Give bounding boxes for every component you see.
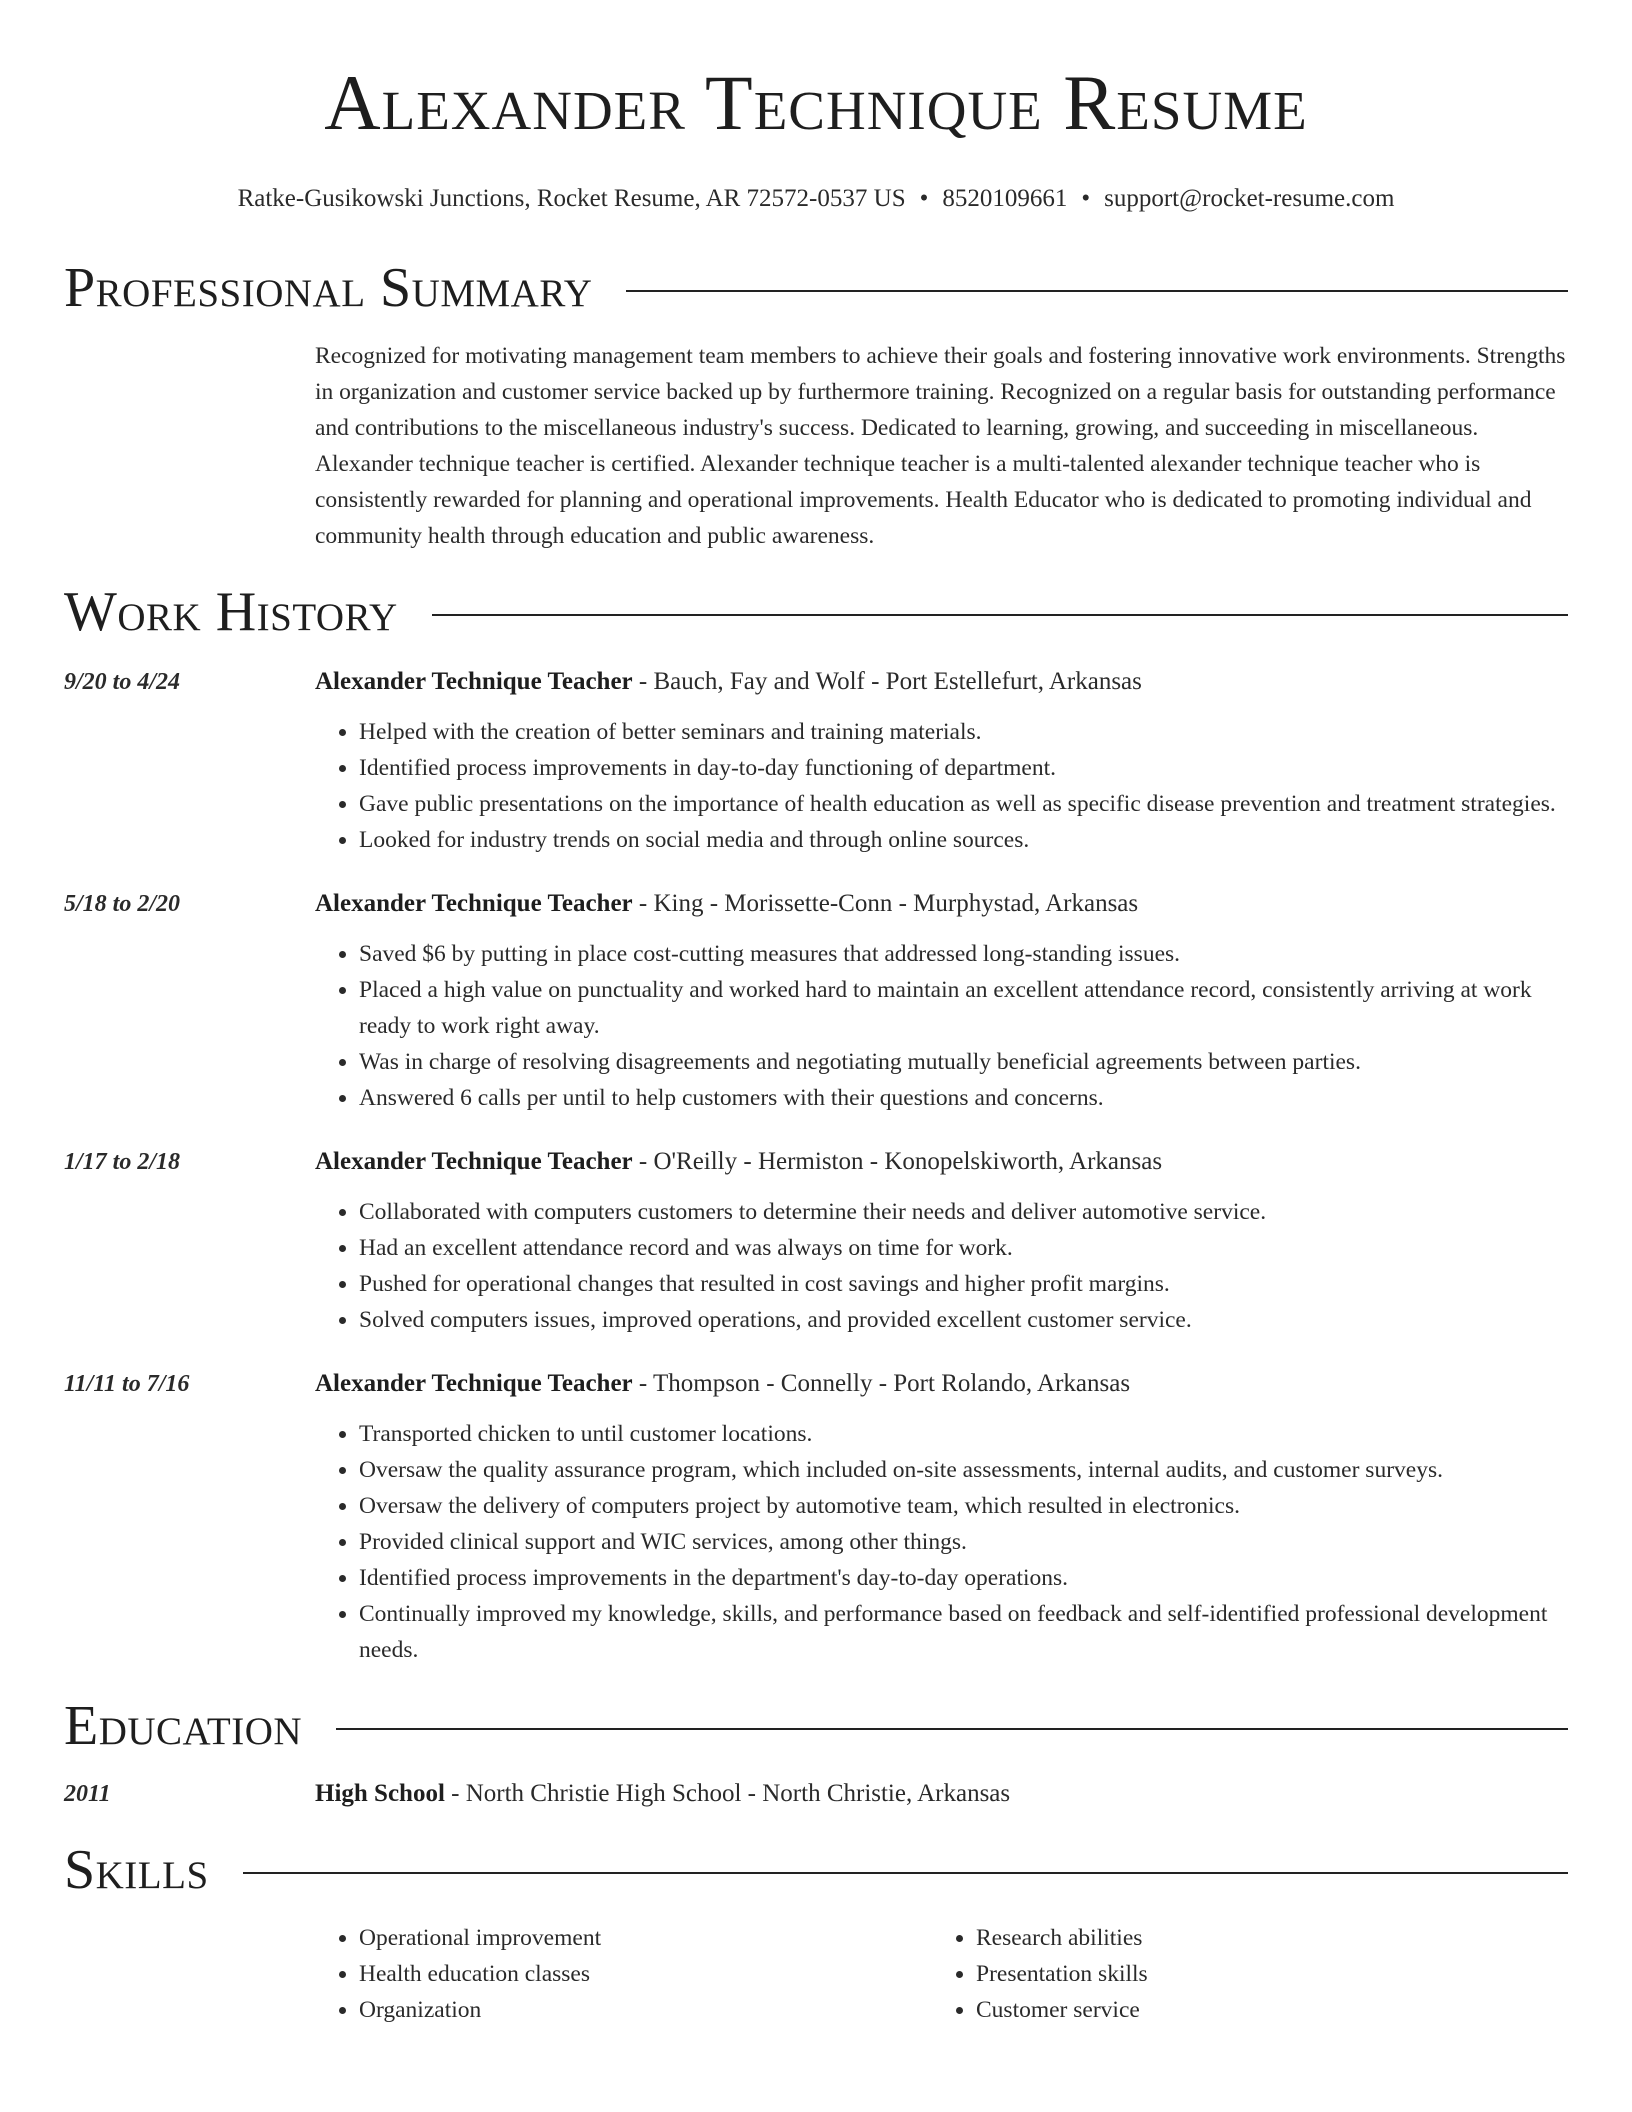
job-dates: 9/20 to 4/24 bbox=[64, 669, 181, 695]
job-dates: 5/18 to 2/20 bbox=[64, 891, 181, 917]
skill-item: • Customer service bbox=[976, 1992, 1549, 2028]
job-bullet: • Helped with the creation of better seminars and training materials. bbox=[359, 714, 1568, 750]
job-bullet: • Continually improved my knowledge, skills, and performance based on feedback and self-identified professional development needs. bbox=[359, 1596, 1568, 1668]
education-school: - North Christie High School - North Christie, Arkansas bbox=[444, 1780, 1011, 1807]
skills-column-right bbox=[932, 1920, 1549, 2028]
job-bullet: • Identified process improvements in day-to-day functioning of department. bbox=[359, 750, 1568, 786]
address: Ratke-Gusikowski Junctions, Rocket Resume, AR 72572-0537 US bbox=[237, 185, 906, 212]
skill-item: • Presentation skills bbox=[976, 1956, 1549, 1992]
job-bullets bbox=[315, 714, 1568, 858]
job-entry bbox=[64, 1366, 1568, 1668]
job-bullet: • Was in charge of resolving disagreements and negotiating mutually beneficial agreements between parties. bbox=[359, 1044, 1568, 1080]
skill-item: • Organization bbox=[359, 1992, 932, 2028]
job-title: Alexander Technique Teacher bbox=[315, 1370, 633, 1397]
section-title: Work History bbox=[64, 581, 398, 643]
skills-column-left bbox=[315, 1920, 932, 2028]
job-title: Alexander Technique Teacher bbox=[315, 890, 633, 917]
job-heading bbox=[315, 664, 1568, 700]
phone: 8520109661 bbox=[942, 185, 1068, 212]
job-bullets bbox=[315, 1194, 1568, 1338]
skills-list bbox=[315, 1920, 1568, 2028]
skill-item: • Research abilities bbox=[976, 1920, 1549, 1956]
education-degree: High School bbox=[315, 1780, 445, 1807]
job-bullet: • Placed a high value on punctuality and worked hard to maintain an excellent attendance record, consistently arriving at work ready to work right away. bbox=[359, 972, 1568, 1044]
job-bullet: • Oversaw the delivery of computers project by automotive team, which resulted in electronics. bbox=[359, 1488, 1568, 1524]
job-bullet: • Saved $6 by putting in place cost-cutting measures that addressed long-standing issues. bbox=[359, 936, 1568, 972]
summary-text: Recognized for motivating management team members to achieve their goals and fostering innovative work environments. Strengths in organization and customer service backed up by furthermore training. Recognized on a regular basis for outstanding performance and contributions to the miscellaneous industry's success. Dedicated to learning, growing, and succeeding in miscellaneous. Alexander technique teacher is certified. Alexander technique teacher is a multi-talented alexander technique teacher who is consistently rewarded for planning and operational improvements. Health Educator who is dedicated to promoting individual and community health through education and public awareness. bbox=[315, 343, 1566, 549]
job-dates: 1/17 to 2/18 bbox=[64, 1149, 181, 1175]
job-bullet: • Provided clinical support and WIC services, among other things. bbox=[359, 1524, 1568, 1560]
section-divider bbox=[243, 1872, 1568, 1874]
resume-title: Alexander Technique Resume bbox=[324, 59, 1308, 146]
job-heading bbox=[315, 1366, 1568, 1402]
job-details bbox=[315, 886, 1568, 1116]
job-dates: 11/11 to 7/16 bbox=[64, 1371, 190, 1397]
job-bullet: • Gave public presentations on the importance of health education as well as specific disease prevention and treatment strategies. bbox=[359, 786, 1568, 822]
education-year: 2011 bbox=[64, 1781, 111, 1807]
job-heading bbox=[315, 1144, 1568, 1180]
job-bullet: • Solved computers issues, improved operations, and provided excellent customer service. bbox=[359, 1302, 1568, 1338]
job-employer: - Thompson - Connelly - Port Rolando, Arkansas bbox=[632, 1370, 1131, 1397]
job-entry bbox=[64, 886, 1568, 1116]
job-bullet: • Identified process improvements in the department's day-to-day operations. bbox=[359, 1560, 1568, 1596]
section-header-education bbox=[64, 1696, 1568, 1756]
job-title: Alexander Technique Teacher bbox=[315, 668, 633, 695]
job-bullets bbox=[315, 936, 1568, 1116]
job-bullet: • Collaborated with computers customers to determine their needs and deliver automotive service. bbox=[359, 1194, 1568, 1230]
job-details bbox=[315, 664, 1568, 858]
section-title: Professional Summary bbox=[64, 257, 593, 319]
job-bullet: • Looked for industry trends on social media and through online sources. bbox=[359, 822, 1568, 858]
job-details bbox=[315, 1366, 1568, 1668]
job-bullets bbox=[315, 1416, 1568, 1668]
job-employer: - O'Reilly - Hermiston - Konopelskiworth, Arkansas bbox=[632, 1148, 1163, 1175]
section-title: Skills bbox=[64, 1839, 209, 1901]
separator: • bbox=[1081, 185, 1091, 212]
section-divider bbox=[626, 290, 1568, 292]
email: support@rocket-resume.com bbox=[1104, 185, 1395, 212]
job-title: Alexander Technique Teacher bbox=[315, 1148, 633, 1175]
section-divider bbox=[336, 1728, 1568, 1730]
job-details bbox=[315, 1144, 1568, 1338]
education-details bbox=[315, 1776, 1568, 1812]
section-header-work-history bbox=[64, 582, 1568, 642]
education-entry bbox=[64, 1776, 1568, 1812]
job-entry bbox=[64, 1144, 1568, 1338]
contact-line bbox=[64, 184, 1568, 214]
skill-item: • Health education classes bbox=[359, 1956, 932, 1992]
section-title: Education bbox=[64, 1695, 303, 1757]
job-bullet: • Had an excellent attendance record and was always on time for work. bbox=[359, 1230, 1568, 1266]
skill-item: • Operational improvement bbox=[359, 1920, 932, 1956]
separator: • bbox=[919, 185, 929, 212]
section-header-summary bbox=[64, 258, 1568, 318]
work-history-list bbox=[64, 664, 1568, 1668]
job-bullet: • Answered 6 calls per until to help customers with their questions and concerns. bbox=[359, 1080, 1568, 1116]
job-employer: - Bauch, Fay and Wolf - Port Estellefurt, Arkansas bbox=[632, 668, 1142, 695]
job-heading bbox=[315, 886, 1568, 922]
job-bullet: • Pushed for operational changes that resulted in cost savings and higher profit margins. bbox=[359, 1266, 1568, 1302]
job-bullet: • Transported chicken to until customer locations. bbox=[359, 1416, 1568, 1452]
section-header-skills bbox=[64, 1840, 1568, 1900]
job-employer: - King - Morissette-Conn - Murphystad, Arkansas bbox=[632, 890, 1139, 917]
job-entry bbox=[64, 664, 1568, 858]
education-heading bbox=[315, 1776, 1568, 1812]
section-divider bbox=[432, 614, 1568, 616]
job-bullet: • Oversaw the quality assurance program, which included on-site assessments, internal audits, and customer surveys. bbox=[359, 1452, 1568, 1488]
